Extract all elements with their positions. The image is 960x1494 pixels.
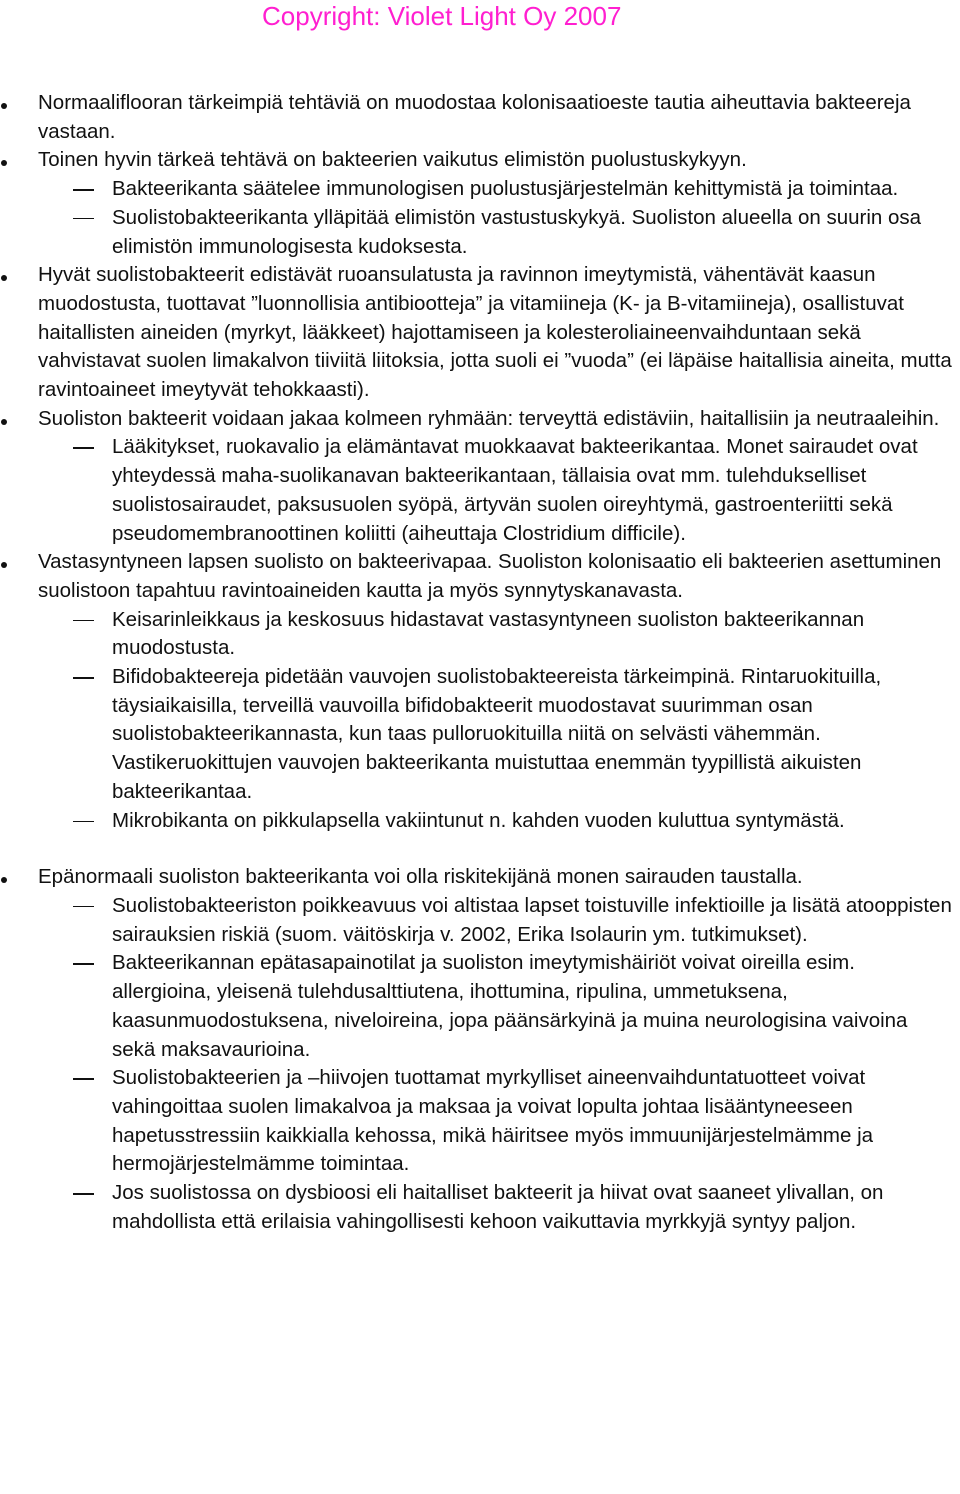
sub-bullet-item: [0, 663, 960, 807]
dash-marker: [73, 218, 94, 220]
sub-bullet-item: [0, 433, 960, 548]
bullet-text: Vastasyntyneen lapsen suolisto on bakteerivapaa. Suoliston kolonisaatio eli bakteerien asettuminen suolistoon tapahtuu ravintoaineiden kautta ja myös synnytyskanavasta.: [38, 550, 942, 602]
sub-bullet-text: Bakteerikannan epätasapainotilat ja suoliston imeytymishäiriöt voivat oireilla esim. allergioina, yleisenä tulehdusalttiutena, ihottumina, ripulina, ummetuksena, kaasunmuodostuksena, niveloireina, jopa päänsärkyinä ja muina neurologisina vaivoina sekä maksavaurioina.: [112, 951, 908, 1061]
sub-bullet-text: Bifidobakteereja pidetään vauvojen suolistobakteereista tärkeimpinä. Rintaruokituilla, täysiaikaisilla, terveillä vauvoilla bifidobakteerit muodostavat suurimman osan suolistobakteerikannasta, kun taas pulloruokituilla niitä on selvästi vähemmän. Vastikeruokittujen vauvojen bakteerikanta muistuttaa enemmän tyypillistä aikuisten bakteerikantaa.: [112, 665, 882, 803]
copyright-header: Copyright: Violet Light Oy 2007: [262, 1, 622, 31]
sub-bullet-text: Keisarinleikkaus ja keskosuus hidastavat vastasyntyneen suoliston bakteerikannan muodostusta.: [112, 607, 865, 660]
bullet-item: [0, 261, 960, 405]
bullet-item: [0, 146, 960, 175]
dash-marker: [73, 677, 94, 679]
dash-marker: [73, 963, 94, 965]
bullet-marker: [1, 261, 15, 290]
sub-bullet-text: Suolistobakteerien ja –hiivojen tuottamat myrkylliset aineenvaihduntatuotteet voivat vahingoittaa suolen limakalvoa ja maksaa ja voivat lopulta johtaa lisääntyneeseen hapetusstressiin kaikkialla kehossa, mikä häiritsee myös immuunijärjestelmämme ja hermojärjestelmämme toimintaa.: [112, 1066, 874, 1176]
bullet-marker: [1, 548, 15, 577]
dash-marker: [73, 447, 94, 449]
sub-bullet-text: Mikrobikanta on pikkulapsella vakiintunut n. kahden vuoden kuluttua syntymästä.: [112, 808, 845, 832]
sub-bullet-item: [0, 1064, 960, 1179]
bullet-item: [0, 863, 960, 892]
bullet-text: Normaaliflooran tärkeimpiä tehtäviä on muodostaa kolonisaatioeste tautia aiheuttavia bakteereja vastaan.: [38, 91, 911, 143]
sub-bullet-text: Lääkitykset, ruokavalio ja elämäntavat muokkaavat bakteerikantaa. Monet sairaudet ovat yhteydessä maha-suolikanavan bakteerikantaan, tällaisia ovat mm. tulehdukselliset suolistosairaudet, paksusuolen syöpä, ärtyvän suolen oireyhtymä, gastroenteriitti sekä pseudomembranoottinen koliitti (aiheuttaja Clostridium difficile).: [112, 435, 918, 545]
sub-bullet-item: [0, 204, 960, 261]
bullet-item: [0, 89, 960, 146]
sub-bullet-item: [0, 807, 960, 836]
bullet-text: Epänormaali suoliston bakteerikanta voi olla riskitekijänä monen sairauden taustalla.: [38, 865, 803, 889]
bullet-marker: [1, 863, 15, 892]
sub-bullet-item: [0, 1179, 960, 1236]
bullet-marker: [1, 405, 15, 434]
section-spacer: [0, 835, 960, 863]
dash-marker: [73, 1193, 94, 1195]
dash-marker: [73, 1078, 94, 1080]
sub-bullet-text: Suolistobakteerikanta ylläpitää elimistön vastustuskykyä. Suoliston alueella on suurin osa elimistön immunologisesta kudoksesta.: [112, 205, 922, 258]
bullet-marker: [1, 89, 15, 118]
bullet-item: [0, 548, 960, 605]
sub-bullet-text: Jos suolistossa on dysbioosi eli haitalliset bakteerit ja hiivat ovat saaneet ylivallan, on mahdollista että erilaisia vahingollisesti kehoon vaikuttavia myrkkyjä syntyy paljon.: [112, 1181, 884, 1233]
bullet-text: Hyvät suolistobakteerit edistävät ruoansulatusta ja ravinnon imeytymistä, vähentävät kaasun muodostusta, tuottavat ”luonnollisia antibiootteja” ja vitamiineja (K- ja B-vitamiineja), osallistuvat haitallisten aineiden (myrkyt, lääkkeet) hajottamiseen ja kolesteroliaineenvaihduntaan sekä vahvistavat suolen limakalvon tiiviitä liitoksia, jotta suoli ei ”vuoda” (ei läpäise haitallisia aineita, mutta ravintoaineet imeytyvät tehokkaasti).: [38, 263, 952, 402]
bullet-text: Suoliston bakteerit voidaan jakaa kolmeen ryhmään: terveyttä edistäviin, haitallisiin ja neutraaleihin.: [38, 406, 940, 430]
sub-bullet-item: [0, 606, 960, 663]
sub-bullet-item: [0, 892, 960, 949]
sub-bullet-item: [0, 175, 960, 204]
dash-marker: [73, 189, 94, 191]
dash-marker: [73, 906, 94, 908]
sub-bullet-item: [0, 949, 960, 1064]
sub-bullet-text: Bakteerikanta säätelee immunologisen puolustusjärjestelmän kehittymistä ja toimintaa.: [112, 177, 899, 201]
dash-marker: [73, 821, 94, 823]
sub-bullet-text: Suolistobakteeriston poikkeavuus voi altistaa lapset toistuville infektioille ja lisätä atooppisten sairauksien riskiä (suom. väitöskirja v. 2002, Erika Isolaurin ym. tutkimukset).: [112, 893, 952, 946]
bullet-item: [0, 405, 960, 434]
dash-marker: [73, 620, 94, 622]
document-body: [0, 89, 960, 1236]
bullet-text: Toinen hyvin tärkeä tehtävä on bakteerien vaikutus elimistön puolustuskykyyn.: [38, 148, 747, 172]
bullet-marker: [1, 146, 15, 175]
